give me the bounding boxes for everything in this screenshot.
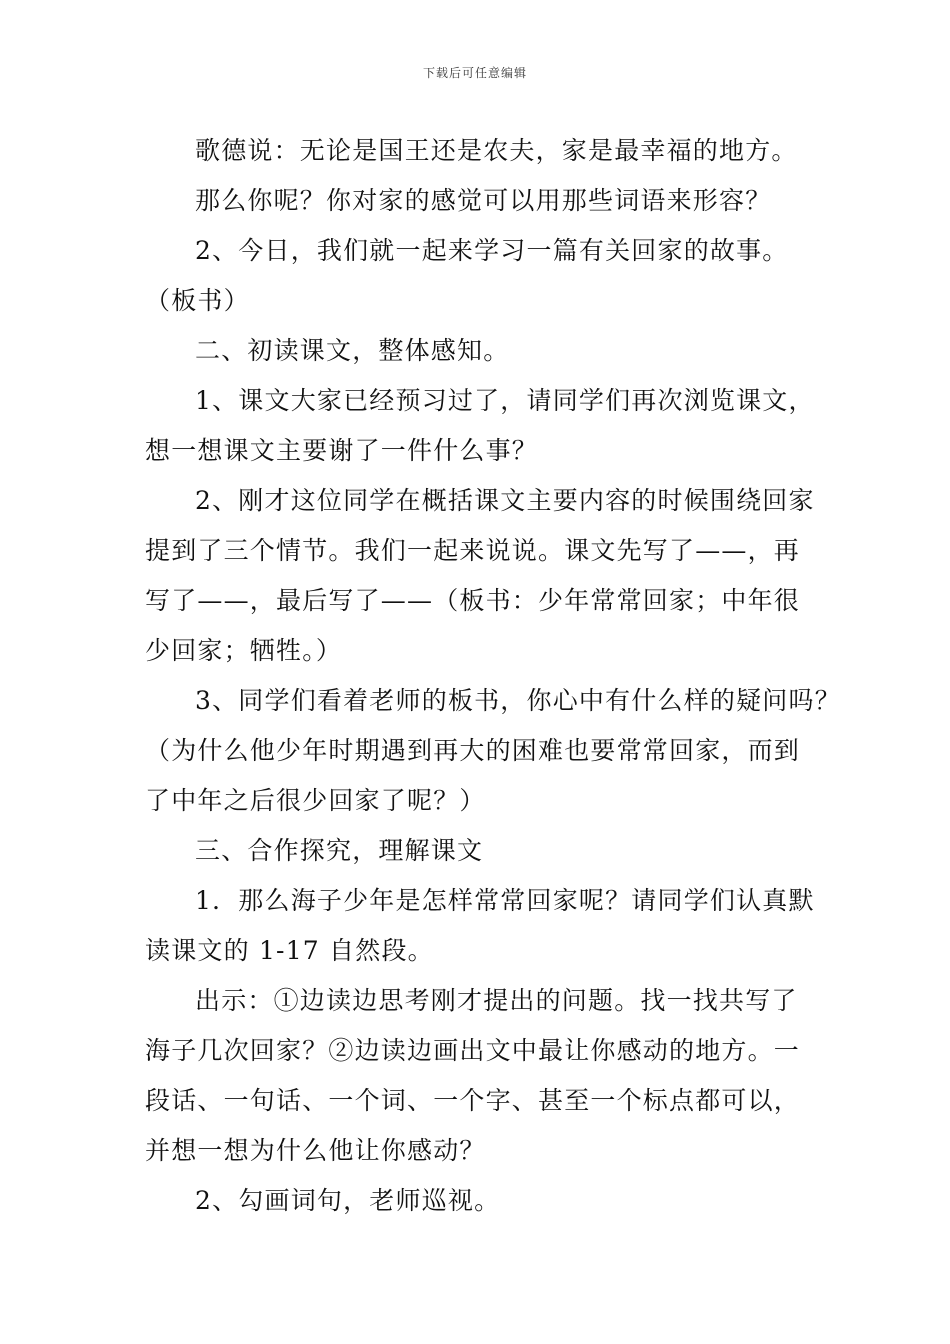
text-line: 海子几次回家？②边读边画出文中最让你感动的地方。一 — [145, 1036, 801, 1065]
document-body — [145, 126, 841, 1226]
text-line: 3、同学们看着老师的板书，你心中有什么样的疑问吗？ — [195, 686, 841, 715]
text-line: 想一想课文主要谢了一件什么事？ — [145, 436, 539, 465]
text-line: （板书） — [145, 286, 250, 315]
text-line: 少回家；牺牲。） — [145, 636, 343, 665]
text-line: 出示：①边读边思考刚才提出的问题。找一找共写了 — [195, 986, 798, 1015]
text-line: 2、刚才这位同学在概括课文主要内容的时候围绕回家 — [195, 486, 815, 515]
section-heading: 二、初读课文，整体感知。 — [195, 336, 510, 365]
text-line: 了中年之后很少回家了呢？） — [145, 786, 486, 815]
page-header: 下载后可任意编辑 — [422, 66, 527, 80]
section-heading: 三、合作探究，理解课文 — [195, 836, 484, 865]
text-line: 并想一想为什么他让你感动？ — [145, 1136, 486, 1165]
text-line: 段话、一句话、一个词、一个字、甚至一个标点都可以， — [145, 1086, 801, 1115]
text-line: 1．那么海子少年是怎样常常回家呢？请同学们认真默 — [195, 886, 815, 915]
text-line: 提到了三个情节。我们一起来说说。课文先写了——，再 — [145, 536, 801, 565]
text-line: 读课文的 1-17 自然段。 — [145, 936, 434, 965]
text-line: （为什么他少年时期遇到再大的困难也要常常回家，而到 — [145, 736, 801, 765]
text-line: 那么你呢？你对家的感觉可以用那些词语来形容？ — [195, 186, 772, 215]
text-line: 写了——，最后写了——（板书：少年常常回家；中年很 — [145, 586, 801, 615]
text-line: 歌德说：无论是国王还是农夫，家是最幸福的地方。 — [195, 136, 798, 165]
text-line: 1、课文大家已经预习过了，请同学们再次浏览课文， — [195, 386, 815, 415]
text-line: 2、勾画词句，老师巡视。 — [195, 1186, 501, 1215]
text-line: 2、今日，我们就一起来学习一篇有关回家的故事。 — [195, 236, 789, 265]
